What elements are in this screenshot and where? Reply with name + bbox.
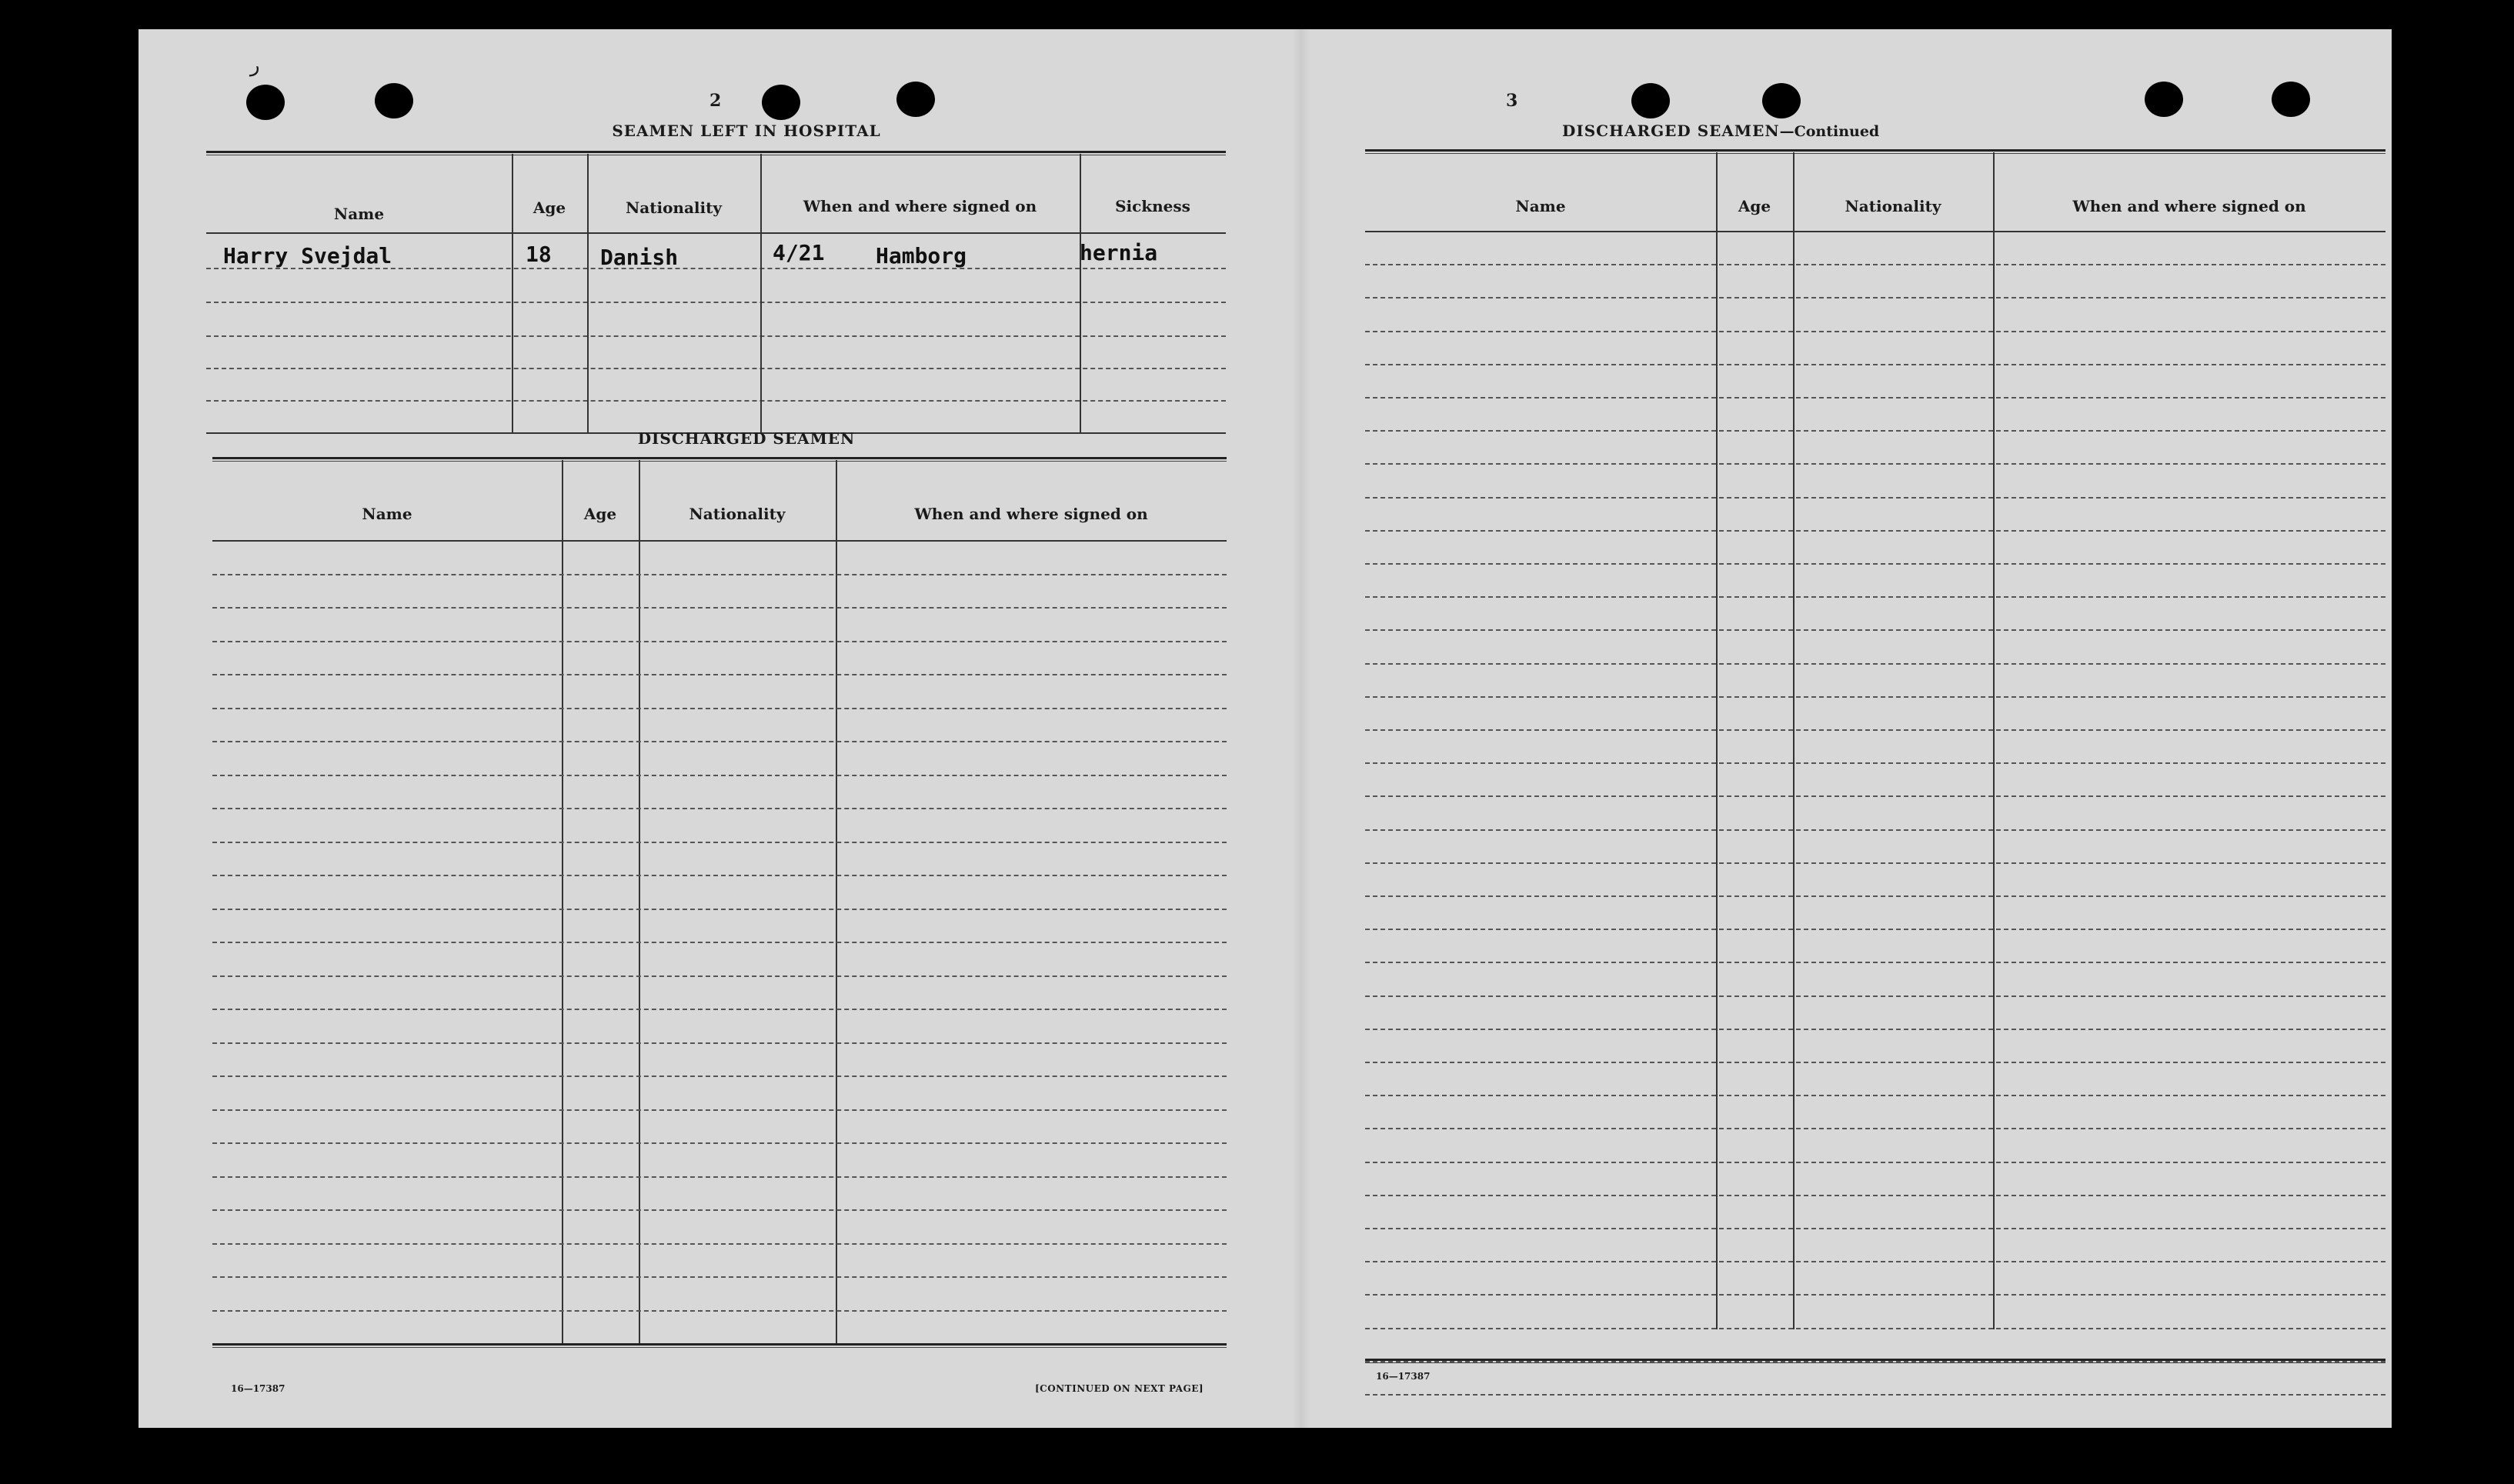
punch-hole bbox=[896, 82, 935, 117]
left-page bbox=[139, 29, 1300, 1428]
hospital-section-title: SEAMEN LEFT IN HOSPITAL bbox=[612, 122, 881, 140]
discharged-continued-title-main: DISCHARGED SEAMEN bbox=[1562, 122, 1780, 140]
ruled-line bbox=[1365, 795, 2385, 797]
ruled-line bbox=[1365, 563, 2385, 565]
hospital-table bbox=[206, 151, 1226, 437]
hospital-header-nationality: Nationality bbox=[626, 198, 722, 217]
punch-hole bbox=[1631, 83, 1670, 118]
ruled-line bbox=[1365, 1294, 2385, 1296]
discharged-header-age: Age bbox=[583, 505, 617, 523]
ruled-line bbox=[1365, 895, 2385, 897]
ruled-line bbox=[1365, 1394, 2385, 1396]
ruled-line bbox=[1365, 1162, 2385, 1163]
discharged-header-nationality: Nationality bbox=[689, 505, 786, 523]
ruled-line bbox=[212, 1310, 1227, 1312]
table-bottom-rule bbox=[212, 1343, 1227, 1348]
ruled-line bbox=[1365, 1228, 2385, 1229]
ruled-line bbox=[1365, 397, 2385, 399]
ruled-line bbox=[1365, 663, 2385, 665]
ruled-line bbox=[212, 1075, 1227, 1077]
discharged-header-signed-on: When and where signed on bbox=[914, 505, 1148, 523]
discharged-cont-header-nationality: Nationality bbox=[1845, 197, 1941, 215]
discharged-continued-title bbox=[1562, 122, 2101, 140]
table-bottom-rule bbox=[1365, 1359, 2385, 1363]
ruled-line bbox=[1365, 596, 2385, 598]
ruled-line bbox=[212, 641, 1227, 642]
ruled-line bbox=[212, 1109, 1227, 1111]
ruled-line bbox=[1365, 929, 2385, 930]
hospital-row-sickness: hernia bbox=[1080, 240, 1158, 265]
ruled-line bbox=[212, 540, 1227, 542]
hospital-row-nationality: Danish bbox=[600, 245, 679, 270]
ruled-line bbox=[1365, 331, 2385, 332]
page-number: 3 bbox=[1506, 91, 1518, 111]
punch-hole bbox=[2145, 82, 2183, 117]
ruled-line bbox=[1365, 962, 2385, 963]
ruled-line bbox=[212, 1009, 1227, 1010]
form-code: 16—17387 bbox=[231, 1383, 285, 1394]
ruled-line bbox=[1365, 1029, 2385, 1030]
hospital-header-name: Name bbox=[333, 205, 385, 223]
discharged-cont-header-signed-on: When and where signed on bbox=[2072, 197, 2306, 215]
hospital-header-age: Age bbox=[533, 198, 566, 217]
ruled-line bbox=[1365, 1195, 2385, 1196]
ruled-line bbox=[1365, 1062, 2385, 1063]
ruled-line bbox=[212, 842, 1227, 843]
ruled-line bbox=[212, 1142, 1227, 1144]
ruled-line bbox=[212, 1042, 1227, 1044]
ruled-line bbox=[212, 574, 1227, 575]
continued-note: [CONTINUED ON NEXT PAGE] bbox=[1035, 1383, 1204, 1394]
ruled-line bbox=[212, 875, 1227, 876]
ruled-line bbox=[1365, 762, 2385, 764]
ruled-line bbox=[1365, 1128, 2385, 1129]
ruled-line bbox=[1365, 264, 2385, 265]
ruled-line bbox=[1365, 1095, 2385, 1096]
ruled-line bbox=[212, 607, 1227, 609]
document-paper bbox=[139, 29, 2392, 1428]
discharged-section-title: DISCHARGED SEAMEN bbox=[637, 429, 856, 448]
ruled-line bbox=[1365, 729, 2385, 731]
discharged-cont-header-name: Name bbox=[1515, 197, 1566, 215]
ruled-line bbox=[1365, 1328, 2385, 1329]
ruled-line bbox=[212, 1243, 1227, 1245]
form-code: 16—17387 bbox=[1376, 1371, 1431, 1382]
ruled-line bbox=[212, 942, 1227, 943]
punch-hole bbox=[246, 85, 285, 120]
ruled-line bbox=[212, 741, 1227, 742]
ruled-line bbox=[212, 808, 1227, 809]
ruled-line bbox=[1365, 862, 2385, 864]
punch-hole bbox=[2272, 82, 2310, 117]
ruled-line bbox=[1365, 430, 2385, 432]
ruled-line bbox=[212, 1176, 1227, 1178]
punch-hole bbox=[375, 83, 413, 118]
ruled-line bbox=[1365, 629, 2385, 631]
hospital-row-signed-date: 4/21 bbox=[773, 240, 825, 265]
ruled-line bbox=[212, 1209, 1227, 1211]
ruled-line bbox=[212, 975, 1227, 977]
discharged-table bbox=[212, 457, 1227, 1374]
ruled-line bbox=[1365, 497, 2385, 499]
ruled-line bbox=[212, 775, 1227, 776]
page-number: 2 bbox=[709, 91, 722, 111]
punch-hole bbox=[1762, 83, 1801, 118]
ruled-line bbox=[212, 708, 1227, 709]
hospital-header-signed-on: When and where signed on bbox=[803, 197, 1037, 215]
ruled-line bbox=[1365, 1261, 2385, 1262]
ruled-line bbox=[212, 909, 1227, 910]
discharged-header-name: Name bbox=[362, 505, 412, 523]
right-page bbox=[1300, 29, 2392, 1428]
ruled-line bbox=[1365, 995, 2385, 997]
ruled-line bbox=[1365, 696, 2385, 698]
corner-mark: ر bbox=[250, 54, 260, 77]
ruled-line bbox=[1365, 231, 2385, 232]
ruled-line bbox=[1365, 297, 2385, 298]
ruled-line bbox=[1365, 463, 2385, 465]
hospital-row-age: 18 bbox=[526, 242, 552, 267]
punch-hole bbox=[762, 85, 800, 120]
ruled-line bbox=[1365, 364, 2385, 365]
discharged-cont-header-age: Age bbox=[1738, 197, 1771, 215]
discharged-continued-suffix: —Continued bbox=[1779, 123, 1880, 140]
hospital-header-sickness: Sickness bbox=[1115, 197, 1190, 215]
discharged-continued-table bbox=[1365, 149, 2385, 1365]
hospital-row-signed-place: Hamborg bbox=[876, 243, 967, 268]
hospital-row-name: Harry Svejdal bbox=[223, 243, 392, 268]
ruled-line bbox=[1365, 530, 2385, 532]
ruled-line bbox=[212, 674, 1227, 675]
ruled-line bbox=[212, 1276, 1227, 1278]
ruled-line bbox=[1365, 829, 2385, 831]
